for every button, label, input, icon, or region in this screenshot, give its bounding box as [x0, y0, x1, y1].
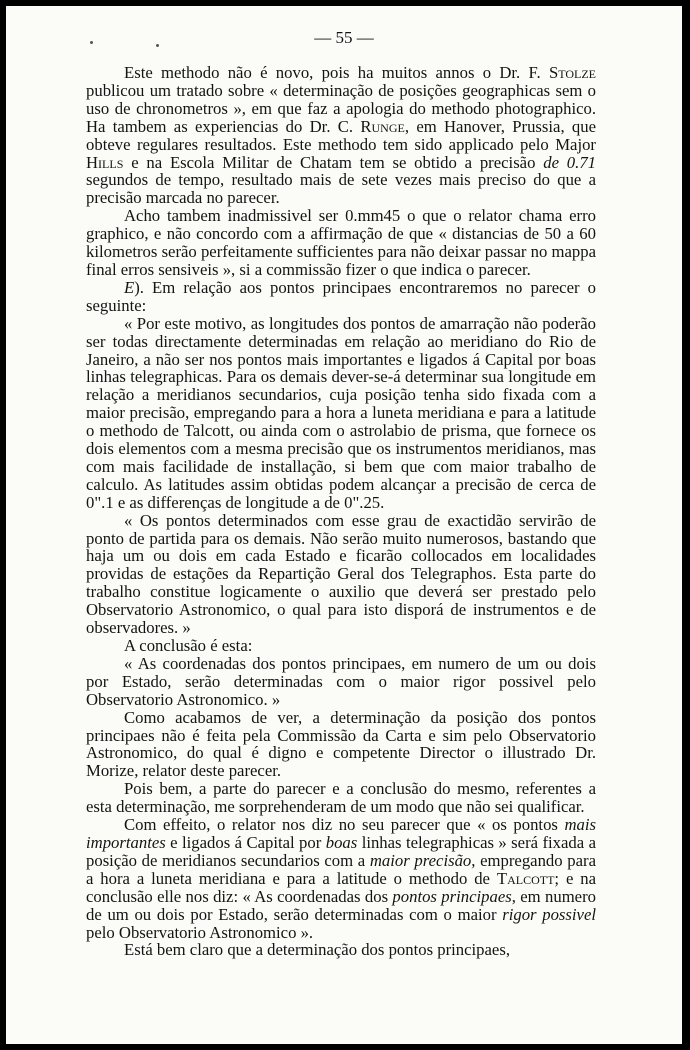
- paragraph: « As coordenadas dos pontos principaes, em numero de um ou dois por Estado, serão determinadas com o maior rigor possivel pelo Observatorio Astronomico. »: [86, 653, 596, 709]
- paragraph: A conclusão é esta:: [124, 636, 253, 655]
- paragraph: Como acabamos de ver, a determinação da posição dos pontos principaes não é feita pela Commissão da Carta e sim pelo Observatorio Astronomico, do qual é digno e competente Director o illustrado Dr. Morize, relator deste parecer.: [86, 707, 596, 781]
- page-number: — 55 —: [314, 28, 374, 47]
- paragraph: Este methodo não é novo, pois ha muitos annos o Dr. F. Stolze publicou um tratado sobre « determinação de posições geographicas sem o uso de chronometros », em que faz a apologia do methodo photographico. Ha tambem as experiencias do Dr. C. Runge, em Hanover, Prussia, que obteve regulares resultados. Este methodo tem sido applicado pelo Major Hills e na Escola Militar de Chatam tem se obtido a precisão de 0.71 segundos de tempo, resultado mais de sete vezes mais preciso do que a precisão marcada no parecer.: [86, 63, 597, 208]
- body-text: [86, 64, 596, 959]
- paragraph: Com effeito, o relator nos diz no seu parecer que « os pontos mais importantes e ligados á Capital por boas linhas telegraphicas » será fixada a posição de meridianos secundarios com a maior precisão, empregando para a hora a luneta meridiana e para a latitude o methodo de Talcott; e na conclusão elle nos diz: « As coordenadas dos pontos principaes, em numero de um ou dois por Estado, serão determinadas com o maior rigor possivel pelo Observatorio Astronomico ».: [86, 815, 597, 942]
- paragraph: E). Em relação aos pontos principaes encontraremos no parecer o seguinte:: [86, 277, 596, 315]
- book-page: [6, 6, 682, 1044]
- paragraph: « Por este motivo, as longitudes dos pontos de amarração não poderão ser todas directamente determinadas em relação ao meridiano do Rio de Janeiro, a não ser nos pontos mais importantes e ligados á Capital por boas linhas telegraphicas. Para os demais dever-se-á determinar sua longitude em relação a meridianos secundarios, cuja posição tenha sido fixada com a maior precisão, empregando para a hora a luneta meridiana e para a latitude o methodo de Talcott, ou ainda com o astrolabio de prisma, que fornece os dois elementos com a mesma precisão que os instrumentos meridianos, mas com mais facilidade de installação, si bem que com maior trabalho de calculo. As latitudes assim obtidas podem alcançar a precisão de cerca de 0".1 e as differenças de longitude a de 0".25.: [86, 313, 596, 512]
- paragraph: « Os pontos determinados com esse grau de exactidão servirão de ponto de partida para os demais. Não serão muito numerosos, bastando que haja um ou dois em cada Estado e ficarão collocados em localidades providas de estações da Repartição Geral dos Telegraphos. Esta parte do trabalho constitue logicamente o auxilio que deverá ser prestado pelo Observatorio Astronomico, o qual para isto disporá de instrumentos e de observadores. »: [86, 510, 596, 638]
- paragraph: Pois bem, a parte do parecer e a conclusão do mesmo, referentes a esta determinação, me sorprehenderam de um modo que não sei qualificar.: [86, 779, 596, 817]
- paragraph: Acho tambem inadmissivel ser 0.mm45 o que o relator chama erro graphico, e não concordo com a affirmação de que « distancias de 50 a 60 kilometros serão perfeitamente sufficientes para não deixar passar no mappa final erros sensiveis », si a commissão fizer o que indica o parecer.: [86, 206, 597, 279]
- paragraph: Está bem claro que a determinação dos pontos principaes,: [124, 940, 510, 960]
